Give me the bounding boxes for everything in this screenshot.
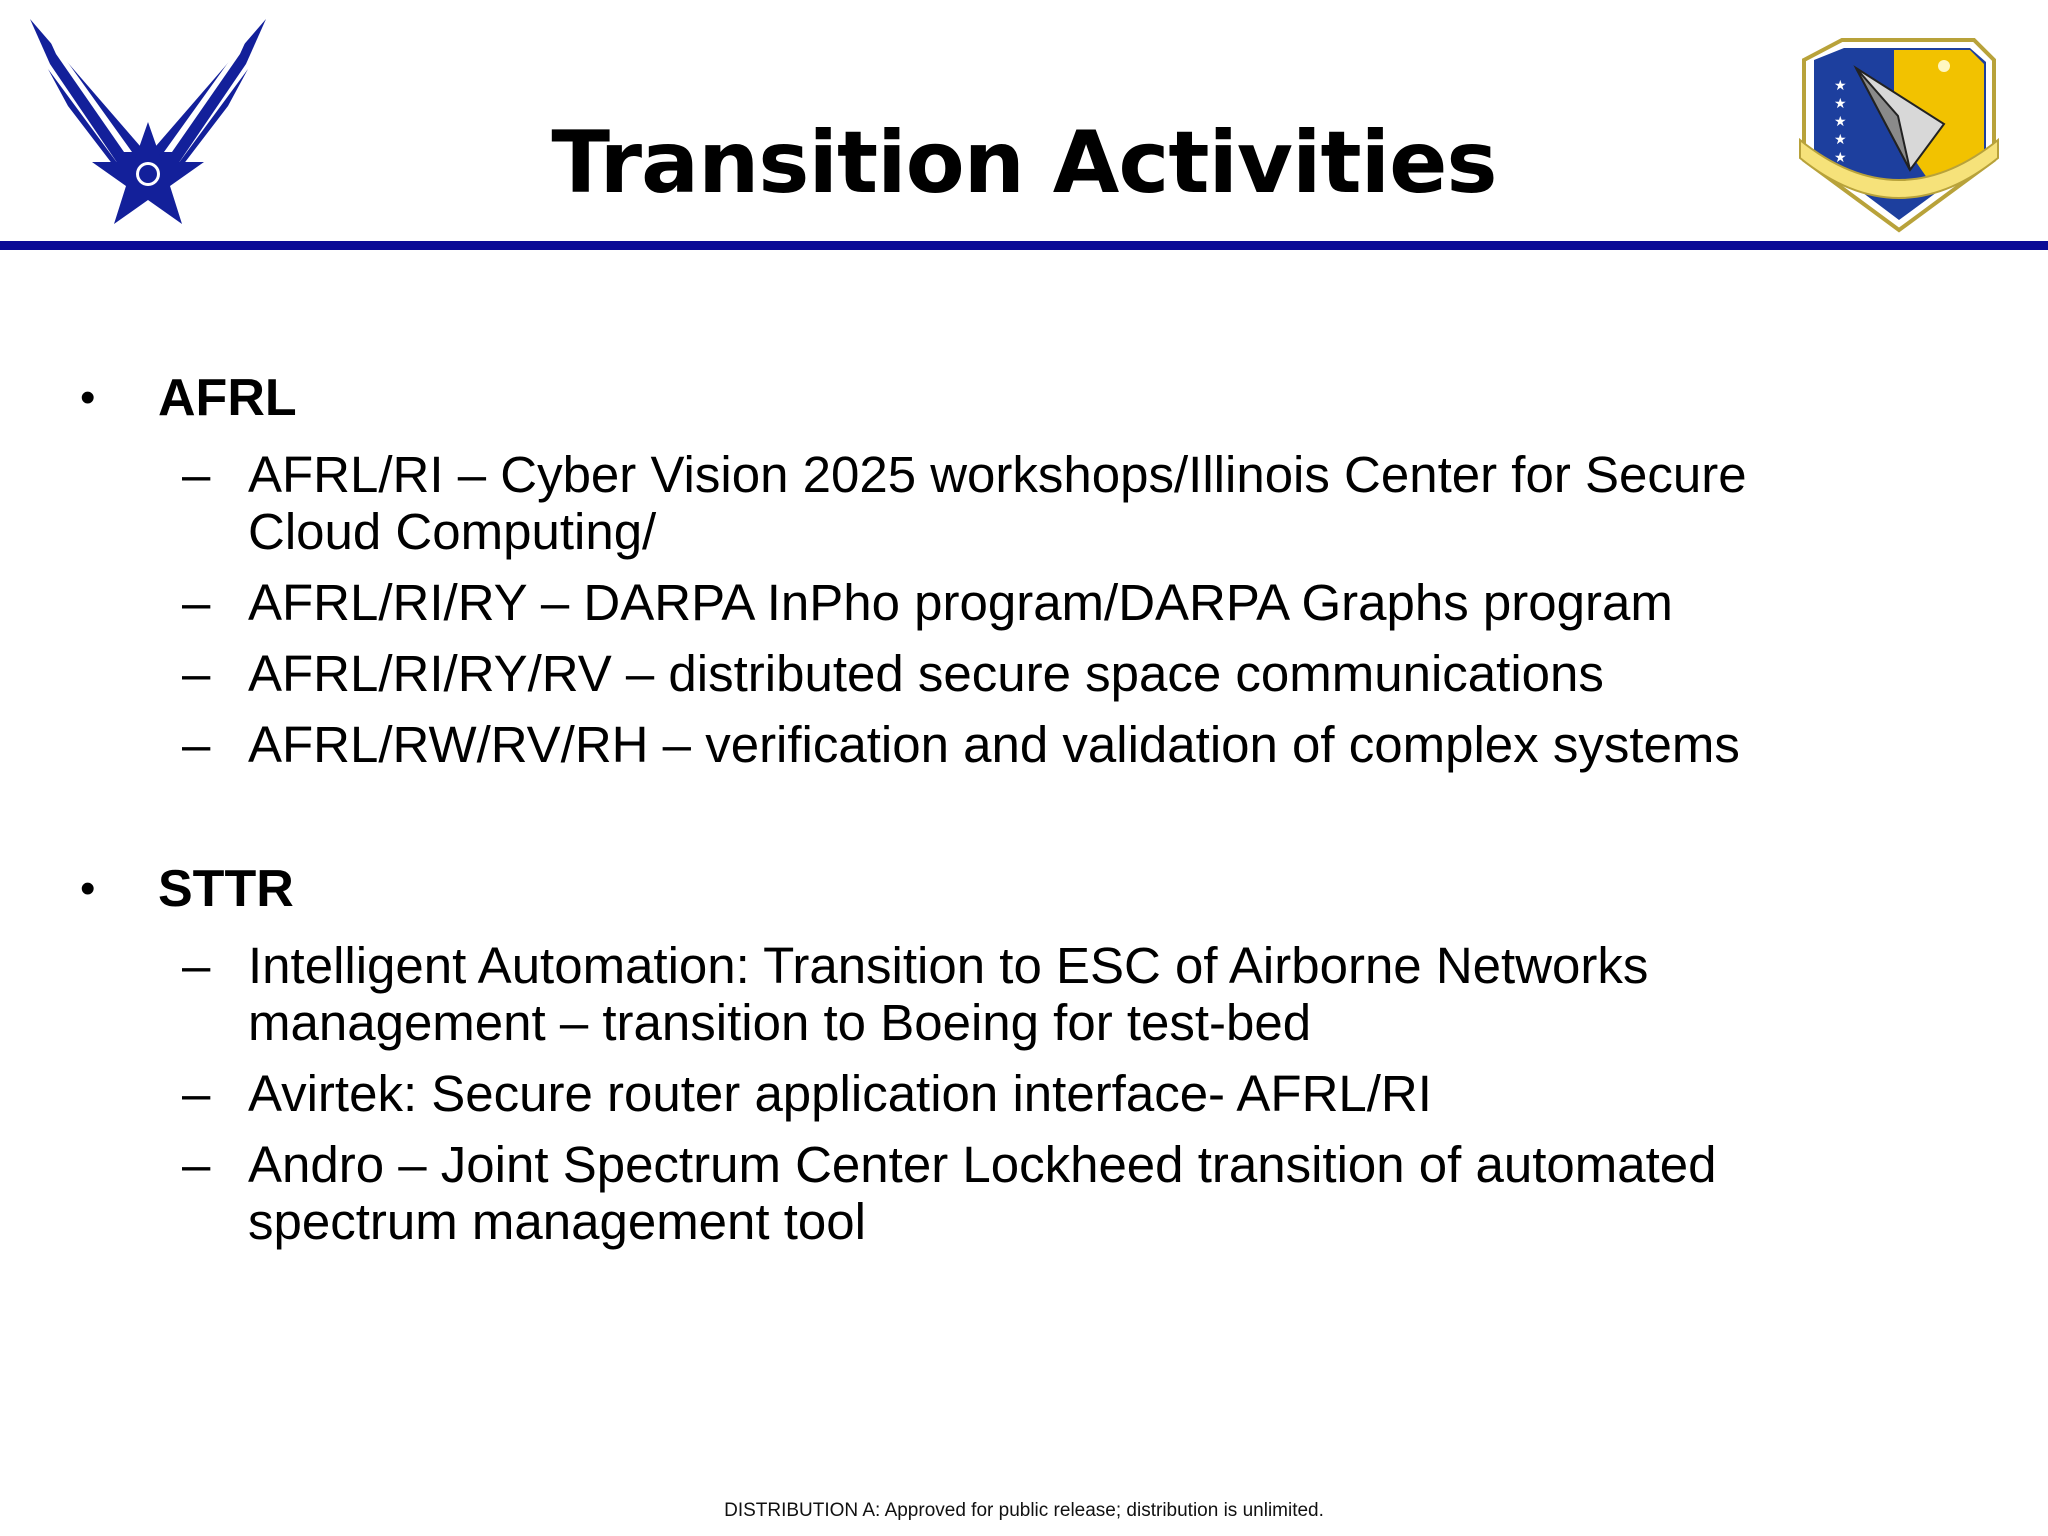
- list-item-text: AFRL/RI – Cyber Vision 2025 workshops/Illinois Center for Secure Cloud Computing/: [248, 446, 1747, 560]
- dash-glyph: –: [182, 1065, 211, 1122]
- section-heading: [0, 364, 2048, 432]
- bullet-glyph: •: [80, 373, 96, 422]
- list-item-text: AFRL/RI/RY – DARPA InPho program/DARPA Graphs program: [248, 574, 1673, 631]
- list-item: [0, 446, 1848, 560]
- dash-glyph: –: [182, 937, 211, 994]
- dash-glyph: –: [182, 446, 211, 503]
- distribution-statement: DISTRIBUTION A: Approved for public release; distribution is unlimited.: [724, 1500, 1324, 1521]
- dash-glyph: –: [182, 645, 211, 702]
- svg-text:★: ★: [1834, 150, 1847, 166]
- list-item: [0, 716, 1848, 773]
- usaf-wings-icon: [28, 14, 268, 224]
- list-item-text: AFRL/RI/RY/RV – distributed secure space communications: [248, 645, 1604, 702]
- content-body: [0, 364, 2048, 1250]
- list-item-text: AFRL/RW/RV/RH – verification and validation of complex systems: [248, 716, 1740, 773]
- section-sttr: [0, 855, 2048, 1250]
- section-heading-text: STTR: [158, 860, 294, 918]
- list-item-text: Andro – Joint Spectrum Center Lockheed transition of automated spectrum management tool: [248, 1136, 1717, 1250]
- svg-text:★: ★: [1834, 132, 1847, 148]
- dash-glyph: –: [182, 1136, 211, 1193]
- dash-glyph: –: [182, 716, 211, 773]
- header-rule: [0, 241, 2048, 250]
- section-heading: [0, 855, 2048, 923]
- list-item-text: Intelligent Automation: Transition to ESC of Airborne Networks management – transition to Boeing for test-bed: [248, 937, 1649, 1051]
- list-item: [0, 1065, 1848, 1122]
- svg-text:★: ★: [1834, 96, 1847, 112]
- page-title: Transition Activities: [551, 113, 1497, 213]
- list-item: [0, 1136, 1848, 1250]
- bullet-glyph: •: [80, 864, 96, 913]
- list-item: [0, 574, 1848, 631]
- afrl-shield-icon: [1794, 20, 2004, 236]
- dash-glyph: –: [182, 574, 211, 631]
- list-item: [0, 937, 1848, 1051]
- section-heading-text: AFRL: [158, 369, 297, 427]
- svg-text:★: ★: [1834, 78, 1847, 94]
- list-item-text: Avirtek: Secure router application interface- AFRL/RI: [248, 1065, 1432, 1122]
- svg-text:★: ★: [1834, 114, 1847, 130]
- section-afrl: [0, 364, 2048, 773]
- list-item: [0, 645, 1848, 702]
